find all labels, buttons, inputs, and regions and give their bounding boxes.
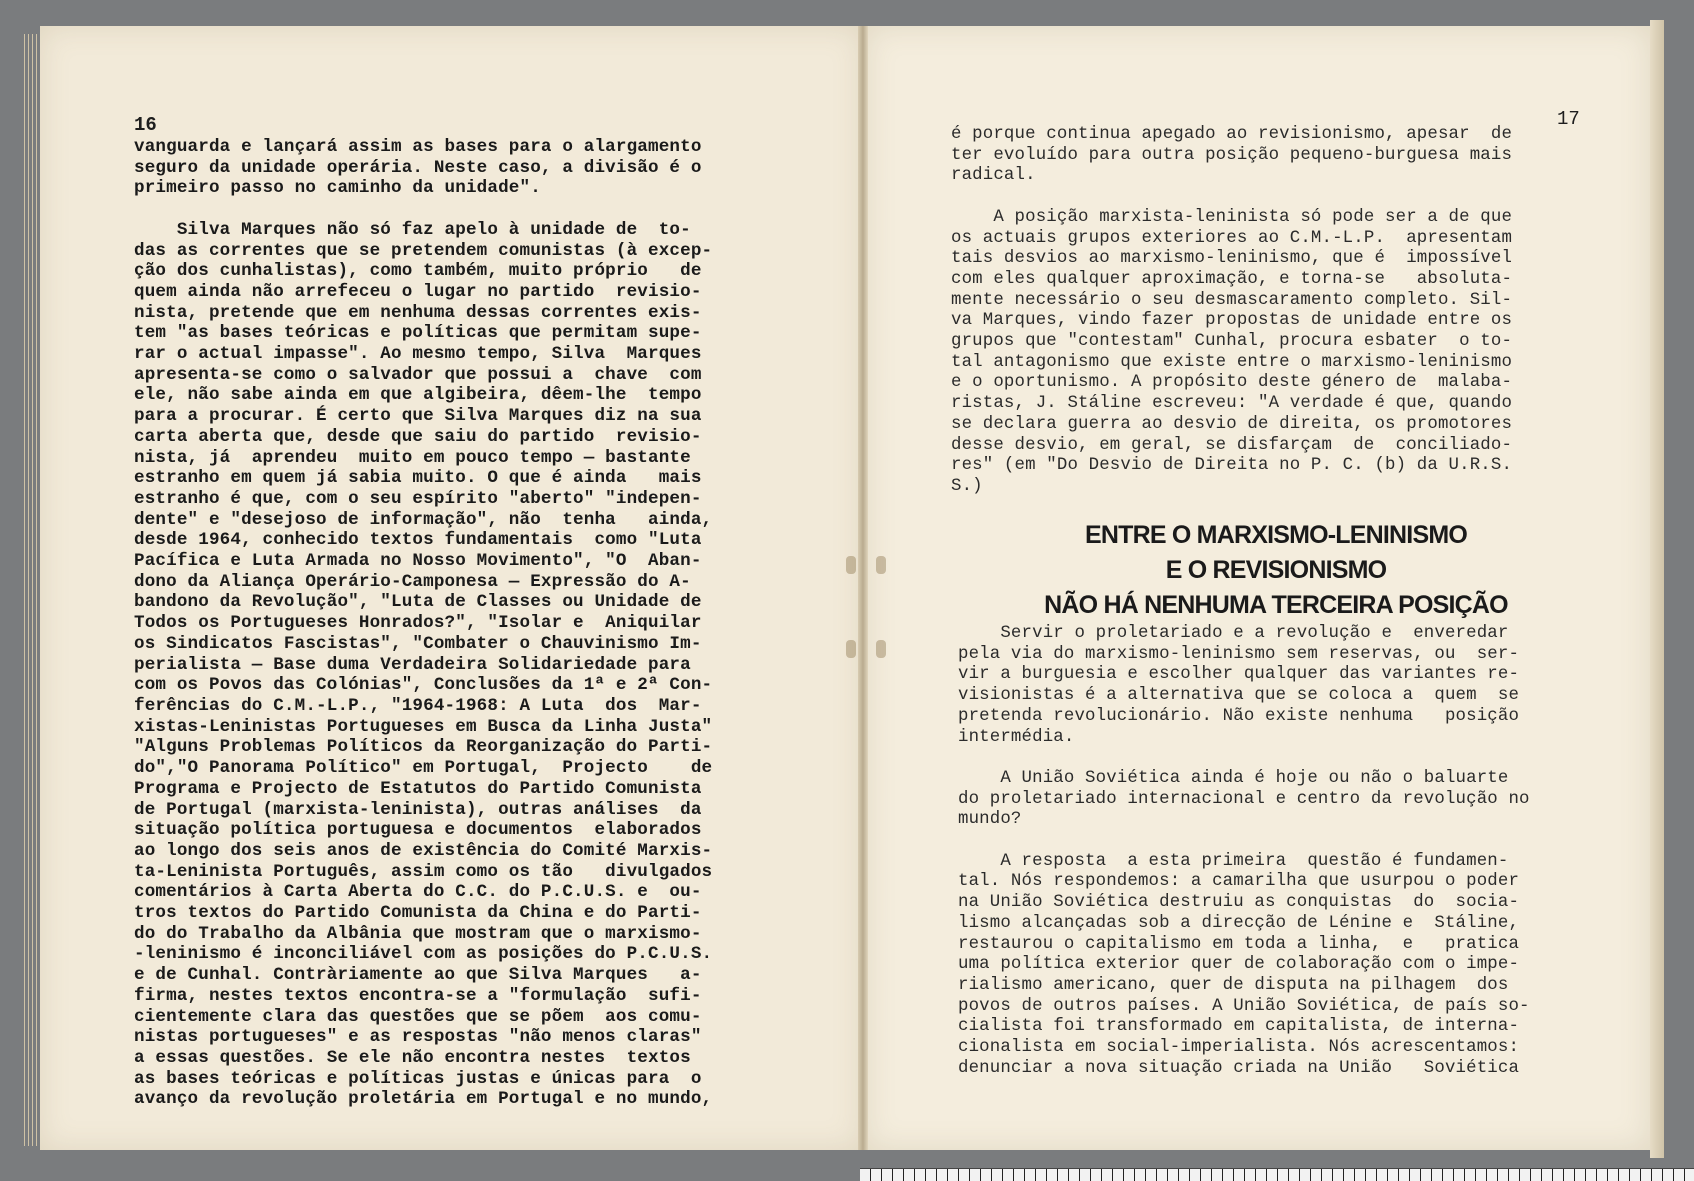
section-heading — [966, 518, 1586, 623]
text-line: com os Povos das Colónias", Conclusões da 1ª e 2ª Con- — [134, 675, 713, 696]
text-line: estranho em quem já sabia muito. O que é ainda mais — [134, 468, 702, 489]
text-line: do do Trabalho da Albânia que mostram que o marxismo- — [134, 923, 702, 944]
text-line: do","O Panorama Político" em Portugal, Projecto de — [134, 758, 713, 779]
text-line: Programa e Projecto de Estatutos do Partido Comunista — [134, 778, 702, 799]
text-line: pretenda revolucionário. Não existe nenhuma posição — [958, 706, 1520, 726]
text-line: para a procurar. É certo que Silva Marques diz na sua — [134, 406, 702, 427]
text-line: rar o actual impasse". Ao mesmo tempo, Silva Marques — [134, 344, 702, 365]
text-line: cionalista em social-imperialista. Nós acrescentamos: — [958, 1038, 1520, 1058]
text-line — [951, 187, 1512, 208]
text-line: "Alguns Problemas Políticos da Reorganização do Parti- — [134, 737, 713, 758]
text-line: é porque continua apegado ao revisionismo, apesar de — [951, 125, 1513, 144]
text-line: estranho é que, com o seu espírito "aberto" "indepen- — [134, 488, 702, 509]
text-line: dono da Aliança Operário-Camponesa — Expressão do A- — [134, 571, 691, 592]
text-line: avanço da revolução proletária em Portugal e no mundo, — [134, 1089, 713, 1110]
text-line: va Marques, vindo fazer propostas de unidade entre os — [951, 311, 1513, 331]
page-number-left: 16 — [134, 114, 157, 136]
text-line: as bases teóricas e políticas justas e únicas para o — [134, 1068, 702, 1089]
text-line: cientemente clara das questões que se põem aos comu- — [134, 1006, 702, 1027]
binding-mark — [846, 640, 856, 658]
text-line: res" (em "Do Desvio de Direita no P. C. (b) da U.R.S. — [951, 456, 1513, 476]
text-line: ção dos cunhalistas), como também, muito próprio de — [134, 261, 702, 282]
text-line: os Sindicatos Fascistas", "Combater o Chauvinismo Im- — [134, 633, 702, 654]
heading-line: ENTRE O MARXISMO-LENINISMO — [1085, 521, 1467, 549]
text-line: Servir o proletariado e a revolução e enveredar — [958, 624, 1509, 643]
text-line: nista, já aprendeu muito em pouco tempo — bastante — [134, 447, 691, 468]
text-line: tros textos do Partido Comunista da China e do Parti- — [134, 903, 702, 924]
text-line: do proletariado internacional e centro da revolução no — [958, 789, 1530, 809]
text-line: primeiro passo no caminho da unidade". — [134, 178, 541, 199]
text-line: rialismo americano, quer de disputa na pilhagem dos — [958, 975, 1509, 995]
text-line: povos de outros países. A União Soviética, de país so- — [958, 996, 1530, 1016]
heading-line: E O REVISIONISMO — [1165, 556, 1387, 584]
text-line: Pacífica e Luta Armada no Nosso Movimento", "O Aban- — [134, 551, 702, 572]
text-line: a essas questões. Se ele não encontra nestes textos — [134, 1047, 691, 1068]
text-line: ta-Leninista Português, assim como os tão divulgados — [134, 861, 713, 882]
text-line: Todos os Portugueses Honrados?", "Isolar e Aniquilar — [134, 613, 702, 634]
text-line: com eles qualquer aproximação, e torna-se absoluta- — [951, 269, 1513, 289]
text-line: tal antagonismo que existe entre o marxismo-leninismo — [951, 352, 1513, 372]
binding-mark — [846, 556, 856, 574]
binding-mark — [876, 556, 886, 574]
text-line: quem ainda não arrefeceu o lugar no partido revisio- — [134, 281, 702, 302]
text-line: os actuais grupos exteriores ao C.M.-L.P. apresentam — [951, 228, 1513, 248]
text-line — [134, 199, 712, 220]
text-line: tal. Nós respondemos: a camarilha que usurpou o poder — [958, 872, 1520, 892]
left-page-body — [134, 137, 712, 1110]
text-line: situação política portuguesa e documentos elaborados — [134, 820, 702, 841]
text-line: carta aberta que, desde que saiu do partido revisio- — [134, 426, 702, 447]
text-line: intermédia. — [958, 727, 1075, 747]
text-line: e de Cunhal. Contràriamente ao que Silva Marques a- — [134, 965, 702, 986]
text-line: mente necessário o seu desmascaramento completo. Sil- — [951, 290, 1513, 310]
text-line: tais desvios ao marxismo-leninismo, que é impossível — [951, 249, 1513, 269]
text-line: seguro da unidade operária. Neste caso, a divisão é o — [134, 157, 702, 178]
text-line: visionistas é a alternativa que se coloca a quem se — [958, 686, 1520, 706]
text-line: nista, pretende que em nenhuma dessas correntes exis- — [134, 302, 702, 323]
right-page-edge — [1650, 20, 1664, 1158]
text-line: grupos que "contestam" Cunhal, procura esbater o to- — [951, 332, 1513, 352]
text-line: pela via do marxismo-leninismo sem reservas, ou ser- — [958, 644, 1520, 664]
text-line: tem "as bases teóricas e políticas que permitam supe- — [134, 323, 702, 344]
text-line: ao longo dos seis anos de existência do Comité Marxis- — [134, 840, 713, 861]
text-line — [958, 831, 1530, 852]
text-line: cialista foi transformado em capitalista, de interna- — [958, 1017, 1520, 1037]
text-line: na União Soviética destruiu as conquistas do socia- — [958, 893, 1520, 913]
text-line: de Portugal (marxista-leninista), outras análises da — [134, 799, 702, 820]
text-line: se declara guerra ao desvio de direita, os promotores — [951, 414, 1513, 434]
text-line: uma política exterior quer de colaboração com o impe- — [958, 955, 1520, 975]
heading-line: NÃO HÁ NENHUMA TERCEIRA POSIÇÃO — [1044, 591, 1508, 619]
text-line: firma, nestes textos encontra-se a "formulação sufi- — [134, 985, 702, 1006]
binding-mark — [876, 640, 886, 658]
text-line: S.) — [951, 476, 983, 496]
text-line: perialista — Base duma Verdadeira Solidariedade para — [134, 654, 691, 675]
text-line: -leninismo é inconciliável com as posições do P.C.U.S. — [134, 944, 713, 965]
text-line: desse desvio, em geral, se disfarçam de conciliado- — [951, 435, 1513, 455]
text-line: A posição marxista-leninista só pode ser a de que — [951, 207, 1513, 227]
text-line: apresenta-se como o salvador que possui a chave com — [134, 364, 702, 385]
book-gutter — [858, 26, 868, 1150]
text-line: mundo? — [958, 810, 1022, 830]
text-line: ferências do C.M.-L.P., "1964-1968: A Luta dos Mar- — [134, 695, 702, 716]
text-line: das as correntes que se pretendem comunistas (à excep- — [134, 240, 713, 261]
text-line: dente" e "desejoso de informação", não tenha ainda, — [134, 509, 713, 530]
text-line: xistas-Leninistas Portugueses em Busca da Linha Justa" — [134, 716, 713, 737]
text-line: ter evoluído para outra posição pequeno-burguesa mais — [951, 145, 1513, 165]
text-line: Silva Marques não só faz apelo à unidade de to- — [134, 219, 691, 240]
scale-ruler — [860, 1168, 1694, 1181]
right-page-body-bottom — [958, 624, 1530, 1079]
text-line: lismo alcançadas sob a direcção de Lénine e Stáline, — [958, 913, 1520, 933]
text-line: denunciar a nova situação criada na União Soviética — [958, 1058, 1520, 1078]
text-line: radical. — [951, 166, 1036, 186]
page-number-right: 17 — [1557, 108, 1580, 130]
text-line: vir a burguesia e escolher qualquer das variantes re- — [958, 665, 1520, 685]
text-line: nistas portugueses" e as respostas "não menos claras" — [134, 1027, 702, 1048]
text-line: ele, não sabe ainda em que algibeira, dêem-lhe tempo — [134, 385, 702, 406]
text-line — [958, 748, 1530, 769]
text-line: bandono da Revolução", "Luta de Classes ou Unidade de — [134, 592, 702, 613]
text-line: restaurou o capitalismo em toda a linha, e pratica — [958, 934, 1520, 954]
text-line: desde 1964, conhecido textos fundamentais como "Luta — [134, 530, 702, 551]
right-page-body-top — [951, 125, 1512, 498]
text-line: comentários à Carta Aberta do C.C. do P.C.U.S. e ou- — [134, 882, 702, 903]
text-line: ristas, J. Stáline escreveu: "A verdade é que, quando — [951, 394, 1513, 414]
text-line: e o oportunismo. A propósito deste género de malaba- — [951, 373, 1513, 393]
text-line: A resposta a esta primeira questão é fundamen- — [958, 851, 1509, 871]
text-line: A União Soviética ainda é hoje ou não o baluarte — [958, 768, 1509, 788]
text-line: vanguarda e lançará assim as bases para o alargamento — [134, 137, 702, 157]
